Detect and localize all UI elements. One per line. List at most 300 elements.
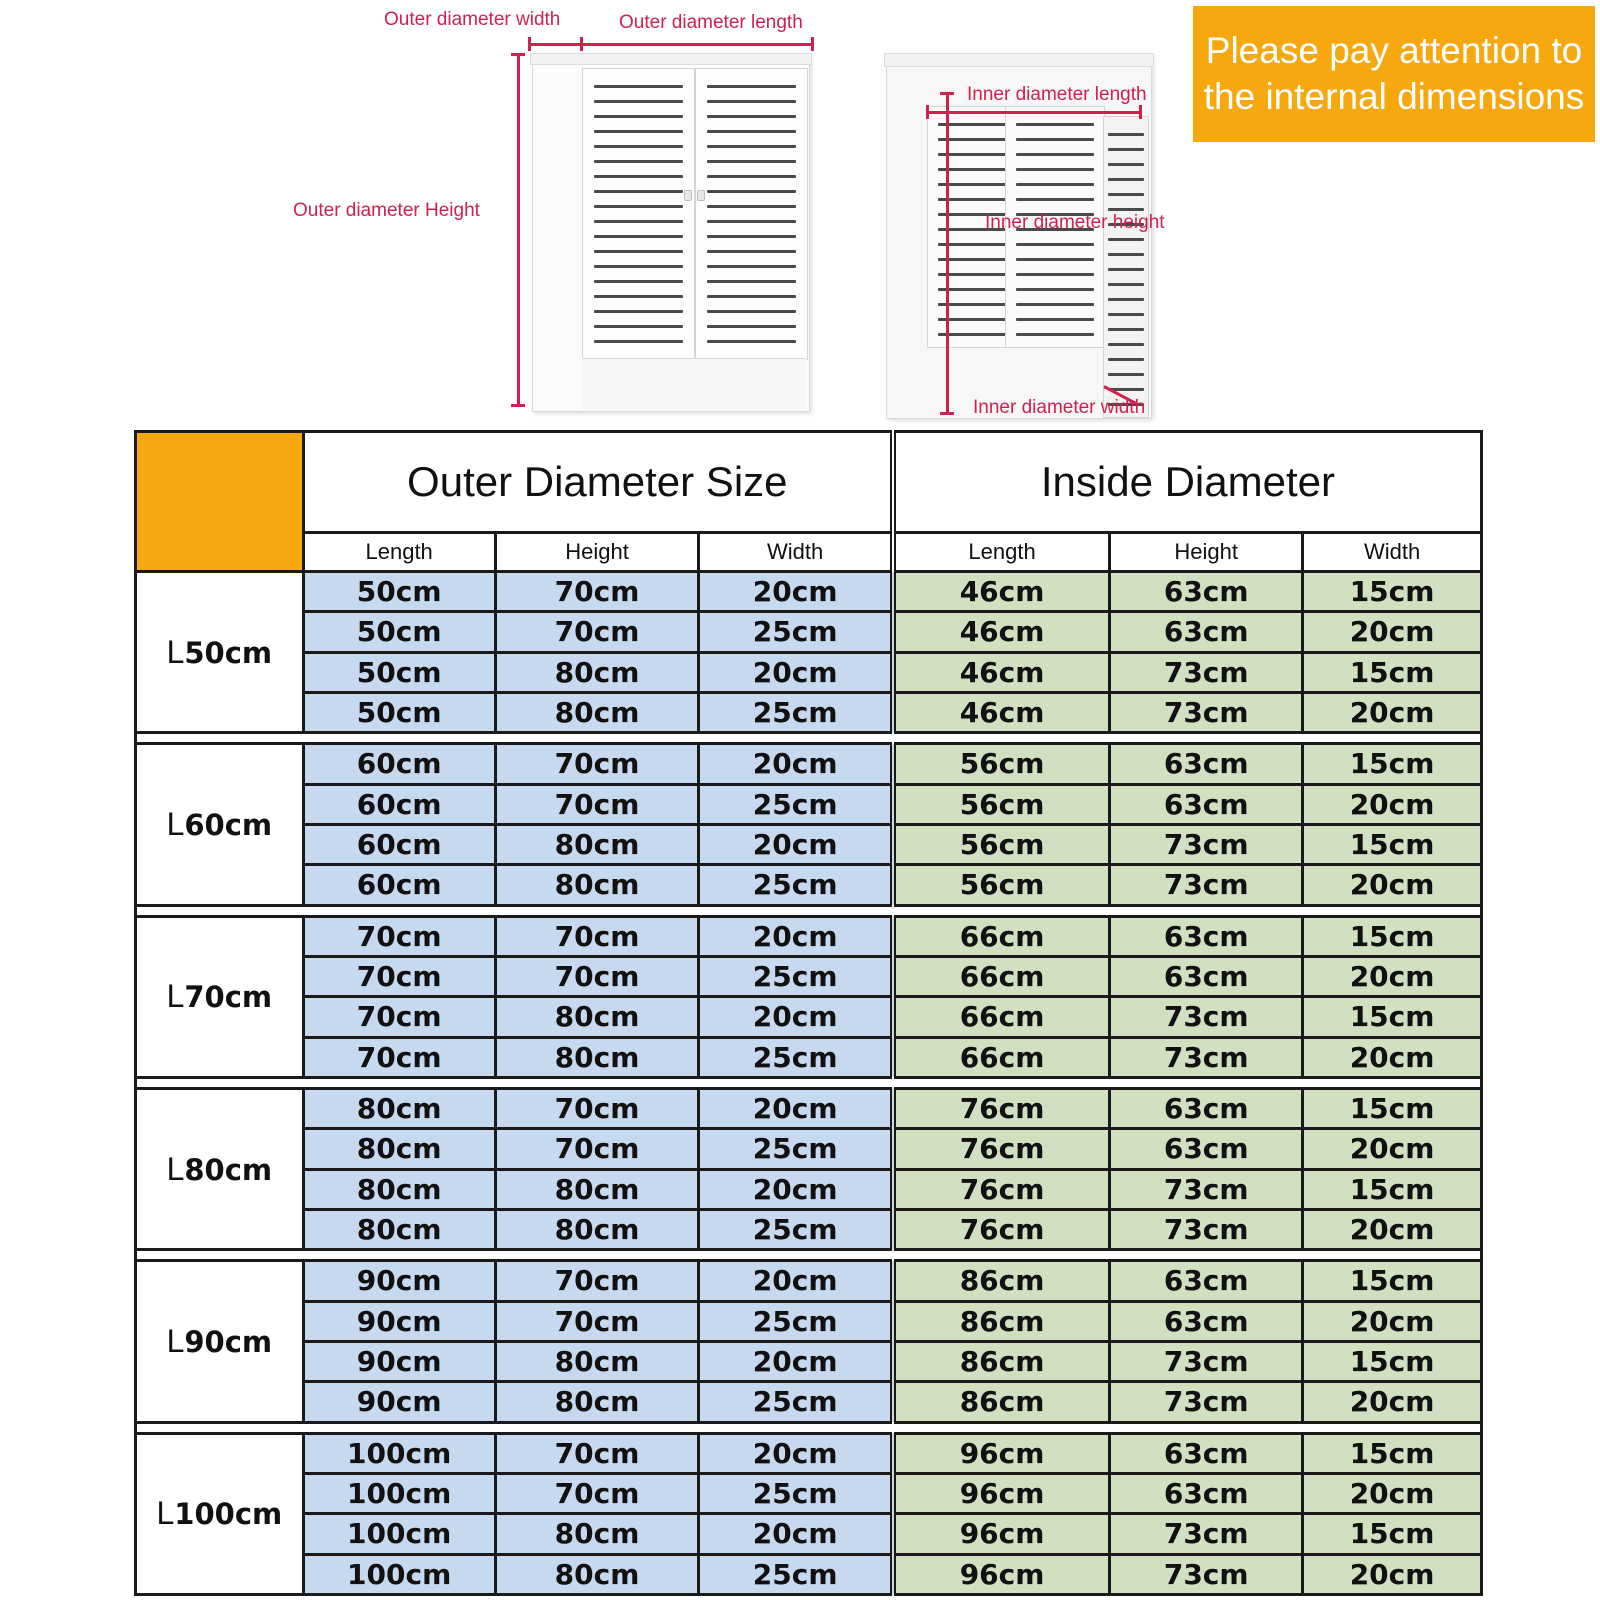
- outer-width-label: Outer diameter width: [384, 9, 561, 30]
- outer-height-cell: 70cm: [495, 1261, 699, 1301]
- door-slat: [594, 310, 683, 313]
- outer-height-cell: 70cm: [495, 784, 699, 824]
- size-table-body: [136, 572, 1482, 1595]
- inner-width-cell: 15cm: [1303, 1514, 1482, 1554]
- inner-length-cell: 76cm: [893, 1209, 1110, 1249]
- table-row: [136, 1554, 1482, 1594]
- outer-height-cell: 70cm: [495, 1433, 699, 1473]
- inner-width-cell: 20cm: [1303, 692, 1482, 732]
- inner-length-cell: 96cm: [893, 1473, 1110, 1513]
- door-slat: [707, 295, 796, 298]
- door-slat: [1108, 163, 1143, 166]
- table-row: [136, 744, 1482, 784]
- door-slat: [594, 115, 683, 118]
- inner-width-cell: 20cm: [1303, 1473, 1482, 1513]
- door-slat: [1016, 168, 1094, 171]
- inner-height-cell: 73cm: [1110, 1209, 1303, 1249]
- table-row: [136, 1341, 1482, 1381]
- outer-width-header: Width: [699, 533, 893, 572]
- outer-length-cell: 100cm: [303, 1473, 495, 1513]
- outer-height-line: [517, 53, 520, 407]
- door-slat: [1108, 133, 1143, 136]
- door-slat: [594, 280, 683, 283]
- door-slat: [1016, 243, 1094, 246]
- door-slat: [594, 250, 683, 253]
- outer-length-cell: 80cm: [303, 1169, 495, 1209]
- door-slat: [707, 115, 796, 118]
- inner-width-cell: 15cm: [1303, 1433, 1482, 1473]
- outer-height-cell: 80cm: [495, 1514, 699, 1554]
- door-slat: [1108, 343, 1143, 346]
- door-slat: [707, 85, 796, 88]
- outer-length-cell: 60cm: [303, 784, 495, 824]
- outer-width-cell: 20cm: [699, 1433, 893, 1473]
- door-slat: [707, 145, 796, 148]
- outer-height-cell: 80cm: [495, 1382, 699, 1422]
- table-row: [136, 956, 1482, 996]
- door-slat: [707, 235, 796, 238]
- inner-length-cell: 56cm: [893, 784, 1110, 824]
- size-group-label: [136, 1088, 304, 1249]
- outer-length-cell: 90cm: [303, 1341, 495, 1381]
- outer-width-cell: 25cm: [699, 784, 893, 824]
- size-group-label: [136, 572, 304, 733]
- outer-height-header: Height: [495, 533, 699, 572]
- door-slat: [1016, 303, 1094, 306]
- dim-tick: [811, 37, 814, 51]
- outer-height-cell: 80cm: [495, 997, 699, 1037]
- inner-length-cell: 86cm: [893, 1261, 1110, 1301]
- table-row: [136, 1088, 1482, 1128]
- outer-length-cell: 50cm: [303, 572, 495, 612]
- door-slat: [707, 130, 796, 133]
- inner-length-header: Length: [893, 533, 1110, 572]
- size-group-value: 100cm: [174, 1497, 283, 1532]
- inner-height-cell: 73cm: [1110, 652, 1303, 692]
- size-group-prefix: L: [166, 633, 185, 670]
- group-separator-cell: [136, 1077, 1482, 1088]
- inner-length-cell: 46cm: [893, 692, 1110, 732]
- inner-width-cell: 15cm: [1303, 1088, 1482, 1128]
- inner-length-cell: 86cm: [893, 1301, 1110, 1341]
- outer-height-cell: 70cm: [495, 1088, 699, 1128]
- table-row: [136, 916, 1482, 956]
- outer-length-cell: 70cm: [303, 1037, 495, 1077]
- inner-height-cell: 73cm: [1110, 865, 1303, 905]
- door-slat: [707, 220, 796, 223]
- inner-width-cell: 20cm: [1303, 1037, 1482, 1077]
- inner-height-line: [946, 92, 949, 415]
- table-row: [136, 652, 1482, 692]
- outer-length-cell: 60cm: [303, 744, 495, 784]
- outer-length-label: Outer diameter length: [619, 12, 803, 33]
- size-group-value: 50cm: [184, 635, 273, 670]
- door-slat: [707, 340, 796, 343]
- door-slat: [1108, 193, 1143, 196]
- outer-length-header: Length: [303, 533, 495, 572]
- door-slat: [1108, 238, 1143, 241]
- inner-height-cell: 63cm: [1110, 1261, 1303, 1301]
- dim-tick: [511, 53, 525, 56]
- table-row: [136, 784, 1482, 824]
- size-group-prefix: L: [166, 1150, 185, 1187]
- outer-width-cell: 25cm: [699, 956, 893, 996]
- inner-width-cell: 15cm: [1303, 997, 1482, 1037]
- size-group-value: 60cm: [184, 807, 273, 842]
- inner-height-cell: 73cm: [1110, 692, 1303, 732]
- size-group-value: 70cm: [184, 980, 273, 1015]
- inner-width-cell: 15cm: [1303, 744, 1482, 784]
- table-row: [136, 1473, 1482, 1513]
- group-separator-cell: [136, 1250, 1482, 1261]
- cabinet-door-right: [695, 68, 808, 360]
- outer-width-cell: 20cm: [699, 824, 893, 864]
- notice-line-1: Please pay attention to: [1205, 30, 1583, 71]
- door-slat: [1108, 253, 1143, 256]
- outer-length-cell: 90cm: [303, 1382, 495, 1422]
- outer-width-cell: 20cm: [699, 572, 893, 612]
- inner-height-cell: 63cm: [1110, 784, 1303, 824]
- inside-diameter-title: Inside Diameter: [893, 432, 1482, 533]
- inner-height-cell: 73cm: [1110, 997, 1303, 1037]
- inner-length-cell: 66cm: [893, 997, 1110, 1037]
- product-figure: [0, 0, 1600, 425]
- outer-length-cell: 100cm: [303, 1433, 495, 1473]
- inner-length-cell: 46cm: [893, 652, 1110, 692]
- inner-width-cell: 15cm: [1303, 1341, 1482, 1381]
- dim-tick: [926, 105, 929, 119]
- inner-width-cell: 15cm: [1303, 1261, 1482, 1301]
- door-slat: [1016, 138, 1094, 141]
- dim-tick: [1139, 105, 1142, 119]
- inner-height-cell: 63cm: [1110, 612, 1303, 652]
- inner-height-header: Height: [1110, 533, 1303, 572]
- inner-width-cell: 20cm: [1303, 1382, 1482, 1422]
- inner-length-cell: 76cm: [893, 1129, 1110, 1169]
- inner-length-cell: 46cm: [893, 572, 1110, 612]
- door-slat: [707, 265, 796, 268]
- inner-width-cell: 20cm: [1303, 1554, 1482, 1594]
- outer-length-cell: 100cm: [303, 1514, 495, 1554]
- door-slat: [1016, 288, 1094, 291]
- outer-cabinet-image: [532, 55, 810, 412]
- door-slat: [1016, 318, 1094, 321]
- door-slat: [1108, 328, 1143, 331]
- group-separator: [136, 1250, 1482, 1261]
- door-slat: [707, 100, 796, 103]
- inner-length-cell: 86cm: [893, 1341, 1110, 1381]
- outer-width-cell: 25cm: [699, 612, 893, 652]
- table-row: [136, 1433, 1482, 1473]
- dim-tick: [580, 37, 583, 51]
- door-slat: [707, 160, 796, 163]
- door-slat: [1016, 123, 1094, 126]
- dim-tick: [528, 37, 531, 51]
- inner-height-cell: 73cm: [1110, 1554, 1303, 1594]
- outer-height-cell: 70cm: [495, 744, 699, 784]
- door-slat: [1016, 333, 1094, 336]
- outer-height-cell: 80cm: [495, 1341, 699, 1381]
- door-slat: [594, 190, 683, 193]
- inner-length-cell: 46cm: [893, 612, 1110, 652]
- outer-length-cell: 50cm: [303, 692, 495, 732]
- inner-height-cell: 63cm: [1110, 1129, 1303, 1169]
- inner-width-cell: 20cm: [1303, 956, 1482, 996]
- door-slat: [594, 100, 683, 103]
- inner-height-cell: 73cm: [1110, 1169, 1303, 1209]
- inner-length-cell: 56cm: [893, 865, 1110, 905]
- inner-height-cell: 73cm: [1110, 1037, 1303, 1077]
- outer-width-cell: 20cm: [699, 1514, 893, 1554]
- outer-height-label: Outer diameter Height: [293, 200, 480, 221]
- inner-width-cell: 15cm: [1303, 916, 1482, 956]
- size-group-label: [136, 1261, 304, 1422]
- inner-height-cell: 63cm: [1110, 1433, 1303, 1473]
- inner-width-cell: 20cm: [1303, 784, 1482, 824]
- outer-length-cell: 50cm: [303, 612, 495, 652]
- inner-height-cell: 63cm: [1110, 956, 1303, 996]
- table-row: [136, 1209, 1482, 1249]
- inner-height-cell: 73cm: [1110, 824, 1303, 864]
- outer-length-cell: 80cm: [303, 1209, 495, 1249]
- door-slat: [707, 175, 796, 178]
- outer-width-cell: 20cm: [699, 652, 893, 692]
- outer-width-cell: 25cm: [699, 692, 893, 732]
- outer-length-cell: 90cm: [303, 1261, 495, 1301]
- outer-height-cell: 80cm: [495, 865, 699, 905]
- group-separator: [136, 1077, 1482, 1088]
- cabinet-top: [530, 53, 812, 65]
- inner-width-cell: 15cm: [1303, 652, 1482, 692]
- group-separator-cell: [136, 1422, 1482, 1433]
- cabinet-top: [884, 53, 1154, 67]
- outer-width-cell: 25cm: [699, 1554, 893, 1594]
- door-slat: [1108, 313, 1143, 316]
- outer-width-cell: 25cm: [699, 865, 893, 905]
- size-group-prefix: L: [166, 1322, 185, 1359]
- outer-length-cell: 50cm: [303, 652, 495, 692]
- outer-length-cell: 60cm: [303, 865, 495, 905]
- inner-height-cell: 63cm: [1110, 572, 1303, 612]
- door-slat: [594, 235, 683, 238]
- inner-width-cell: 15cm: [1303, 572, 1482, 612]
- dim-tick: [940, 412, 954, 415]
- door-slat: [1108, 298, 1143, 301]
- inner-width-cell: 15cm: [1303, 824, 1482, 864]
- outer-width-cell: 25cm: [699, 1037, 893, 1077]
- door-slat: [1108, 208, 1143, 211]
- door-slat: [594, 130, 683, 133]
- inner-width-cell: 20cm: [1303, 865, 1482, 905]
- door-slat: [707, 325, 796, 328]
- inner-length-cell: 76cm: [893, 1169, 1110, 1209]
- door-slat: [1108, 283, 1143, 286]
- inner-length-cell: 96cm: [893, 1554, 1110, 1594]
- door-slat: [594, 205, 683, 208]
- inner-width-cell: 20cm: [1303, 612, 1482, 652]
- inner-length-cell: 96cm: [893, 1514, 1110, 1554]
- door-slat: [594, 325, 683, 328]
- outer-height-cell: 80cm: [495, 1037, 699, 1077]
- outer-length-cell: 80cm: [303, 1088, 495, 1128]
- size-group-value: 80cm: [184, 1152, 273, 1187]
- inner-height-cell: 63cm: [1110, 1088, 1303, 1128]
- door-slat: [707, 310, 796, 313]
- size-group-prefix: L: [166, 805, 185, 842]
- outer-width-cell: 20cm: [699, 744, 893, 784]
- table-row: [136, 1514, 1482, 1554]
- door-slat: [594, 220, 683, 223]
- door-slat: [594, 160, 683, 163]
- inner-length-cell: 86cm: [893, 1382, 1110, 1422]
- internal-dimensions-notice: [1193, 6, 1595, 142]
- table-row: [136, 997, 1482, 1037]
- outer-width-cell: 25cm: [699, 1129, 893, 1169]
- header-corner: [136, 432, 304, 572]
- outer-height-cell: 80cm: [495, 1209, 699, 1249]
- group-separator: [136, 905, 1482, 916]
- inner-height-cell: 73cm: [1110, 1514, 1303, 1554]
- outer-length-cell: 60cm: [303, 824, 495, 864]
- door-slat: [707, 190, 796, 193]
- inner-width-header: Width: [1303, 533, 1482, 572]
- outer-height-cell: 80cm: [495, 692, 699, 732]
- outer-height-cell: 70cm: [495, 1129, 699, 1169]
- door-knob: [684, 190, 692, 201]
- size-group-value: 90cm: [184, 1324, 273, 1359]
- outer-length-cell: 70cm: [303, 956, 495, 996]
- outer-height-cell: 70cm: [495, 1473, 699, 1513]
- inner-length-line: [926, 111, 1142, 114]
- outer-height-cell: 70cm: [495, 612, 699, 652]
- size-group-label: [136, 916, 304, 1077]
- outer-length-cell: 90cm: [303, 1301, 495, 1341]
- inner-length-cell: 66cm: [893, 956, 1110, 996]
- outer-length-line: [528, 43, 814, 46]
- group-separator: [136, 1422, 1482, 1433]
- table-row: [136, 1301, 1482, 1341]
- inner-height-cell: 63cm: [1110, 916, 1303, 956]
- table-row: [136, 1169, 1482, 1209]
- group-separator-cell: [136, 905, 1482, 916]
- outer-height-cell: 70cm: [495, 916, 699, 956]
- size-group-label: [136, 1433, 304, 1594]
- door-slat: [1016, 258, 1094, 261]
- dim-tick: [511, 404, 525, 407]
- inner-length-cell: 66cm: [893, 1037, 1110, 1077]
- outer-length-cell: 80cm: [303, 1129, 495, 1169]
- inner-height-cell: 63cm: [1110, 1301, 1303, 1341]
- inner-length-label: Inner diameter length: [967, 84, 1147, 105]
- door-slat: [707, 205, 796, 208]
- inner-height-cell: 63cm: [1110, 1473, 1303, 1513]
- outer-height-cell: 80cm: [495, 1554, 699, 1594]
- door-slat: [1016, 153, 1094, 156]
- door-slat: [1016, 183, 1094, 186]
- outer-width-cell: 20cm: [699, 916, 893, 956]
- size-group-prefix: L: [166, 978, 185, 1015]
- door-slat: [594, 340, 683, 343]
- door-slat: [594, 175, 683, 178]
- outer-width-cell: 25cm: [699, 1301, 893, 1341]
- outer-length-cell: 70cm: [303, 916, 495, 956]
- outer-width-cell: 25cm: [699, 1382, 893, 1422]
- inner-height-label: Inner diameter height: [985, 212, 1165, 233]
- inner-length-cell: 56cm: [893, 824, 1110, 864]
- outer-height-cell: 70cm: [495, 572, 699, 612]
- table-row: [136, 612, 1482, 652]
- table-row: [136, 824, 1482, 864]
- size-group-prefix: L: [156, 1495, 175, 1532]
- cabinet-plinth: [582, 358, 806, 409]
- door-slat: [594, 295, 683, 298]
- group-separator: [136, 733, 1482, 744]
- size-table: [134, 430, 1483, 1596]
- outer-width-cell: 25cm: [699, 1209, 893, 1249]
- outer-height-cell: 70cm: [495, 1301, 699, 1341]
- table-row: [136, 865, 1482, 905]
- outer-height-cell: 80cm: [495, 1169, 699, 1209]
- outer-width-cell: 25cm: [699, 1473, 893, 1513]
- table-row: [136, 572, 1482, 612]
- door-slat: [1108, 148, 1143, 151]
- inner-height-cell: 73cm: [1110, 1382, 1303, 1422]
- table-row: [136, 1129, 1482, 1169]
- door-slat: [594, 265, 683, 268]
- inner-length-cell: 76cm: [893, 1088, 1110, 1128]
- size-group-label: [136, 744, 304, 905]
- outer-width-cell: 20cm: [699, 1341, 893, 1381]
- outer-diameter-title: Outer Diameter Size: [303, 432, 893, 533]
- outer-height-cell: 80cm: [495, 824, 699, 864]
- table-row: [136, 1382, 1482, 1422]
- dim-tick: [940, 92, 954, 95]
- door-knob: [697, 190, 705, 201]
- inner-length-cell: 66cm: [893, 916, 1110, 956]
- door-slat: [1108, 358, 1143, 361]
- door-slat: [594, 145, 683, 148]
- outer-length-cell: 70cm: [303, 997, 495, 1037]
- door-slat: [1016, 198, 1094, 201]
- inner-width-label: Inner diameter width: [973, 397, 1146, 418]
- inner-width-cell: 20cm: [1303, 1301, 1482, 1341]
- door-slat: [1108, 373, 1143, 376]
- door-slat: [1016, 273, 1094, 276]
- inner-height-cell: 63cm: [1110, 744, 1303, 784]
- notice-line-2: the internal dimensions: [1203, 76, 1585, 117]
- outer-width-cell: 20cm: [699, 1169, 893, 1209]
- table-row: [136, 1037, 1482, 1077]
- door-slat: [707, 250, 796, 253]
- outer-width-cell: 20cm: [699, 1088, 893, 1128]
- inner-height-cell: 73cm: [1110, 1341, 1303, 1381]
- group-separator-cell: [136, 733, 1482, 744]
- door-slat: [594, 85, 683, 88]
- outer-width-cell: 20cm: [699, 1261, 893, 1301]
- outer-height-cell: 80cm: [495, 652, 699, 692]
- outer-width-cell: 20cm: [699, 997, 893, 1037]
- outer-length-cell: 100cm: [303, 1554, 495, 1594]
- inner-width-cell: 20cm: [1303, 1209, 1482, 1249]
- cabinet-door-left: [582, 68, 695, 360]
- door-slat: [1108, 268, 1143, 271]
- inner-length-cell: 56cm: [893, 744, 1110, 784]
- door-slat: [707, 280, 796, 283]
- door-slat: [1108, 178, 1143, 181]
- inner-width-cell: 15cm: [1303, 1169, 1482, 1209]
- cabinet-side-panel: [1103, 116, 1149, 418]
- table-row: [136, 692, 1482, 732]
